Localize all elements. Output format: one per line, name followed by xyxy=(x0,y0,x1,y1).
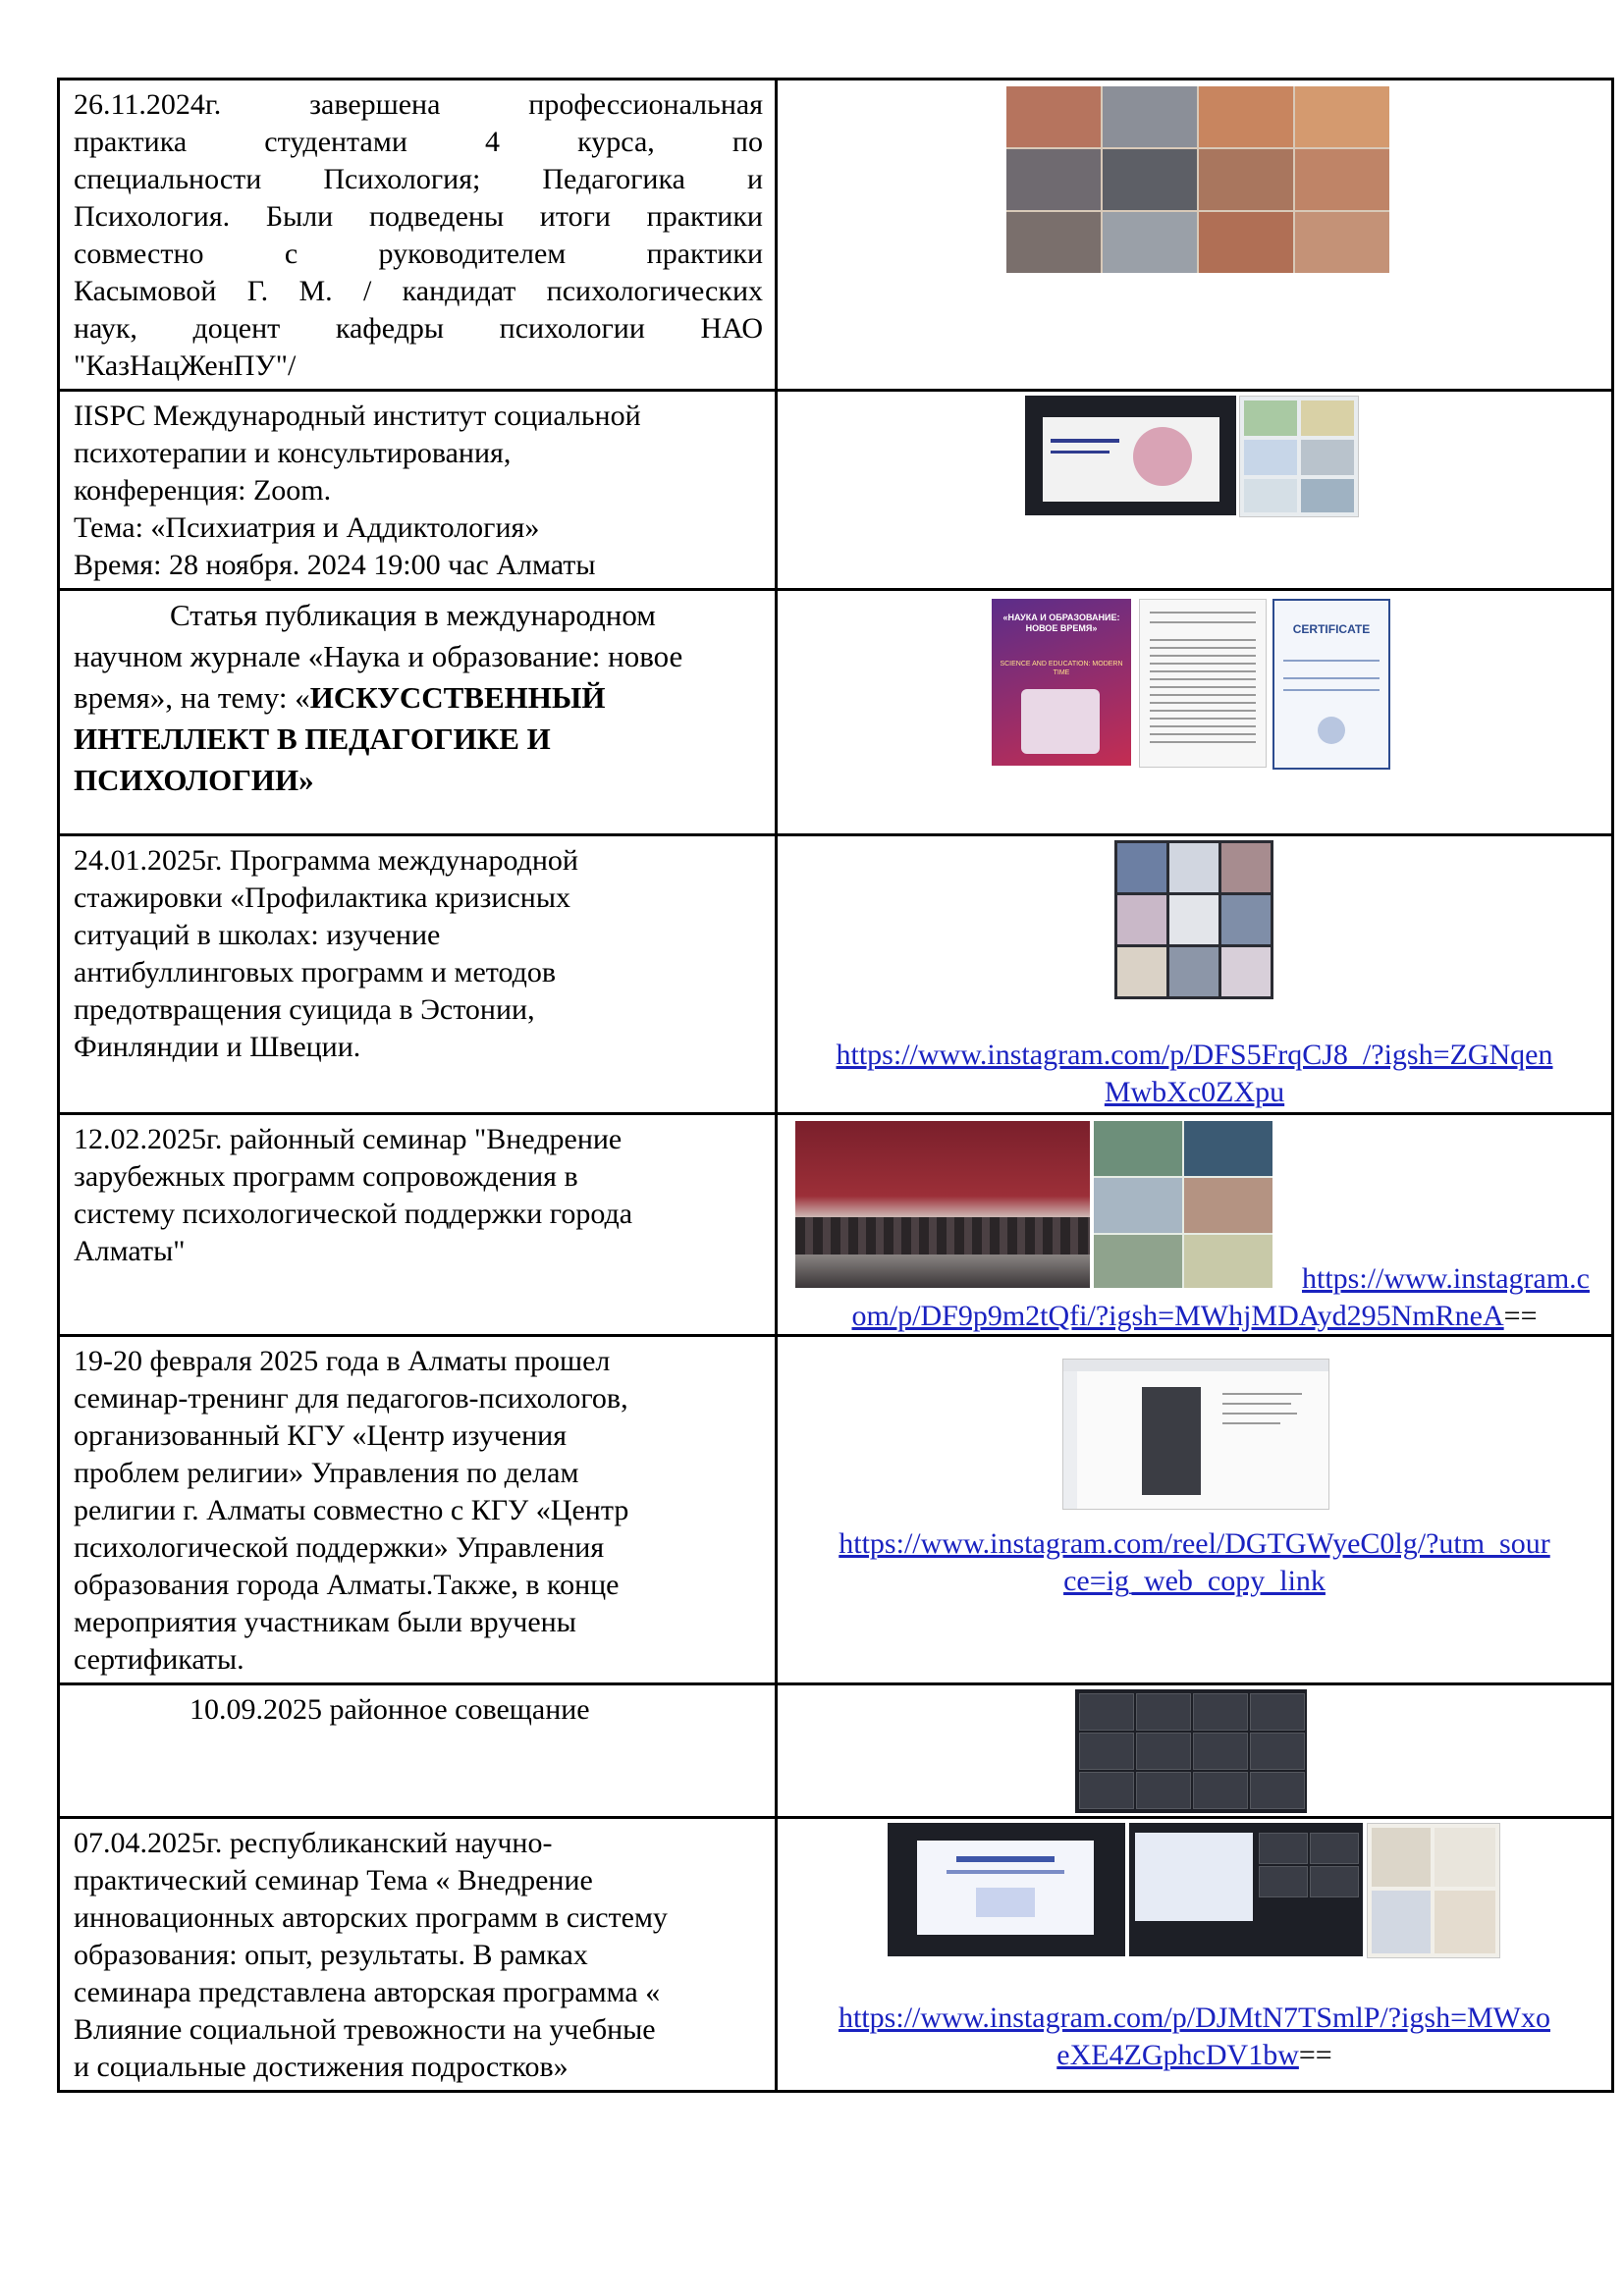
event-media xyxy=(777,1336,1613,1684)
link-text: eXE4ZGphcDV1bw xyxy=(1056,2039,1299,2071)
text-line: практический семинар Тема « Внедрение xyxy=(74,1864,593,1896)
text-line: образования города Алматы.Также, в конце xyxy=(74,1569,620,1601)
text-line: стажировки «Профилактика кризисных xyxy=(74,881,570,914)
text-line: 24.01.2025г. Программа международной xyxy=(74,844,578,877)
table-row xyxy=(59,1818,1613,2092)
text-line: Влияние социальной тревожности на учебные xyxy=(74,2013,656,2046)
text-line: 10.09.2025 районное совещание xyxy=(189,1693,590,1726)
screenshot-collage xyxy=(1239,396,1359,517)
article-title: ИСКУССТВЕННЫЙ xyxy=(309,680,606,715)
webinar-screenshot xyxy=(1129,1823,1363,1956)
text-line: семинара представлена авторская программа « xyxy=(74,1976,661,2008)
text-line: Алматы" xyxy=(74,1235,186,1267)
table-row xyxy=(59,80,1613,391)
journal-cover-subtitle: SCIENCE AND EDUCATION: MODERN TIME xyxy=(1000,661,1123,676)
text-line: систему психологической поддержки города xyxy=(74,1198,633,1230)
table-row xyxy=(59,590,1613,835)
webinar-screenshot xyxy=(888,1823,1125,1956)
link-text: https://www.instagram.com/p/DJMtN7TSmlP/?igsh=MWxo xyxy=(839,2002,1550,2034)
text-line: 19-20 февраля 2025 года в Алматы прошел xyxy=(74,1345,611,1377)
browser-screenshot xyxy=(1062,1359,1329,1510)
event-media xyxy=(777,1818,1613,2092)
text-line: религии г. Алматы совместно с КГУ «Центр xyxy=(74,1494,629,1526)
event-description xyxy=(59,1114,777,1336)
link-text: MwbXc0ZXpu xyxy=(1104,1076,1285,1108)
journal-cover xyxy=(992,599,1131,766)
text-line: Статья публикация в международном xyxy=(170,598,656,632)
photo-collage xyxy=(1006,86,1389,273)
text-line: 26.11.2024г. завершена профессиональная xyxy=(74,88,763,121)
zoom-meeting-screenshot xyxy=(1075,1689,1307,1813)
event-media xyxy=(777,1114,1613,1336)
event-media xyxy=(777,590,1613,835)
link-suffix: == xyxy=(1503,1300,1538,1332)
event-description xyxy=(59,590,777,835)
text-line: Время: 28 ноября. 2024 19:00 час Алматы xyxy=(74,549,596,581)
instagram-link[interactable]: om/p/DF9p9m2tQfi/?igsh=MWhjMDAyd295NmRneA xyxy=(851,1300,1504,1332)
article-title: ИНТЕЛЛЕКТ В ПЕДАГОГИКЕ И xyxy=(74,721,551,756)
events-table xyxy=(57,78,1614,2093)
article-title: ПСИХОЛОГИИ» xyxy=(74,763,314,797)
event-description xyxy=(59,391,777,590)
instagram-link[interactable] xyxy=(837,1039,1553,1108)
table-row xyxy=(59,1336,1613,1684)
text-line: семинар-тренинг для педагогов-психологов, xyxy=(74,1382,628,1415)
text-line: 07.04.2025г. республиканский научно- xyxy=(74,1827,553,1859)
event-media xyxy=(777,835,1613,1114)
text-line: психотерапии и консультирования, xyxy=(74,437,512,469)
event-media xyxy=(777,80,1613,391)
link-text: https://www.instagram.com/p/DFS5FrqCJ8_/?igsh=ZGNqen xyxy=(836,1039,1553,1071)
link-text: https://www.instagram.com/reel/DGTGWyeC0lg/?utm_sour xyxy=(839,1527,1550,1560)
certificate-collage xyxy=(1367,1823,1500,1958)
event-media xyxy=(777,1684,1613,1818)
text-line: IISPC Международный институт социальной xyxy=(74,400,641,432)
text-line: проблем религии» Управления по делам xyxy=(74,1457,579,1489)
text-line: сертификаты. xyxy=(74,1643,244,1676)
text-line: предотвращения суицида в Эстонии, xyxy=(74,993,535,1026)
table-row xyxy=(59,835,1613,1114)
text-line: ситуаций в школах: изучение xyxy=(74,919,441,951)
table-row xyxy=(59,1114,1613,1336)
table-row xyxy=(59,391,1613,590)
event-description xyxy=(59,1818,777,2092)
text-line: зарубежных программ сопровождения в xyxy=(74,1160,578,1193)
event-description xyxy=(59,1336,777,1684)
text-line: практика студентами 4 курса, по xyxy=(74,126,763,158)
text-line: 12.02.2025г. районный семинар "Внедрение xyxy=(74,1123,623,1155)
event-description xyxy=(59,80,777,391)
instagram-link[interactable] xyxy=(839,1527,1549,1597)
text-line: Финляндии и Швеции. xyxy=(74,1031,361,1063)
article-page xyxy=(1139,599,1267,768)
certificate-title: CERTIFICATE xyxy=(1292,622,1371,636)
event-description xyxy=(59,835,777,1114)
zoom-screenshot xyxy=(1025,396,1236,515)
text-line: антибуллинговых программ и методов xyxy=(74,956,557,988)
text-line xyxy=(74,677,763,719)
text-line: мероприятия участникам были вручены xyxy=(74,1606,576,1638)
text-fragment: время», на тему: « xyxy=(74,680,310,715)
text-line: научном журнале «Наука и образование: новое xyxy=(74,639,683,673)
text-line: конференция: Zoom. xyxy=(74,474,332,507)
table-row xyxy=(59,1684,1613,1818)
text-line: Касымовой Г. М. / кандидат психологических xyxy=(74,275,763,307)
event-description xyxy=(59,1684,777,1818)
text-line: совместно с руководителем практики xyxy=(74,238,763,270)
text-line: образования: опыт, результаты. В рамках xyxy=(74,1939,588,1971)
text-line: Тема: «Психиатрия и Аддиктология» xyxy=(74,511,540,544)
journal-cover-title: «НАУКА И ОБРАЗОВАНИЕ: НОВОЕ ВРЕМЯ» xyxy=(1002,613,1120,633)
text-line: наук, доцент кафедры психологии НАО xyxy=(74,312,763,345)
text-line: "КазНацЖенПУ"/ xyxy=(74,349,297,382)
text-line: специальности Психология; Педагогика и xyxy=(74,163,763,195)
text-line: и социальные достижения подростков» xyxy=(74,2051,568,2083)
text-line: инновационных авторских программ в систему xyxy=(74,1901,668,1934)
text-line: психологической поддержки» Управления xyxy=(74,1531,605,1564)
instagram-link[interactable]: https://www.instagram.c xyxy=(1301,1262,1590,1295)
instagram-link[interactable] xyxy=(839,2002,1550,2071)
text-line: Психология. Были подведены итоги практики xyxy=(74,200,763,233)
link-suffix: == xyxy=(1298,2039,1332,2071)
screenshot-collage xyxy=(1114,840,1273,999)
link-text: ce=ig_web_copy_link xyxy=(1063,1565,1326,1597)
certificate xyxy=(1272,599,1390,770)
text-line: организованный КГУ «Центр изучения xyxy=(74,1419,568,1452)
event-media xyxy=(777,391,1613,590)
